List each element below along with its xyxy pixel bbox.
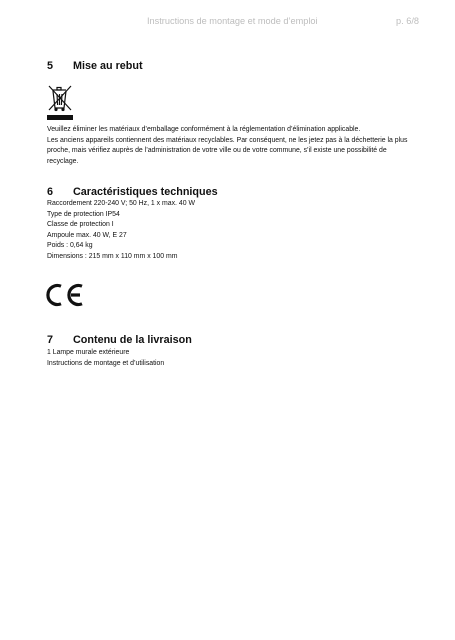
section-title: Contenu de la livraison xyxy=(73,334,192,346)
contents-line: Instructions de montage et d’utilisation xyxy=(47,359,165,367)
section-title: Mise au rebut xyxy=(73,60,143,72)
contents-list xyxy=(47,348,164,369)
spec-line: Dimensions : 215 mm x 110 mm x 100 mm xyxy=(47,252,178,260)
spec-line: Classe de protection I xyxy=(47,221,114,229)
section-title: Caractéristiques techniques xyxy=(73,186,218,198)
section-number: 6 xyxy=(47,186,54,198)
disposal-paragraph: Veuillez éliminer les matériaux d’emballage conformément à la réglementation d’élimination applicable. xyxy=(47,126,361,133)
contents-line: 1 Lampe murale extérieure xyxy=(47,349,130,356)
disposal-text xyxy=(47,125,419,167)
ce-mark-icon xyxy=(44,283,88,307)
section-number: 5 xyxy=(47,60,54,72)
section-6-heading xyxy=(47,186,218,198)
spec-line: Raccordement 220-240 V; 50 Hz, 1 x max. 40 W xyxy=(47,200,195,207)
spec-line: Type de protection IP54 xyxy=(47,210,120,218)
spec-line: Poids : 0,64 kg xyxy=(47,242,93,250)
disposal-paragraph: Les anciens appareils contiennent des matériaux recyclables. Par conséquent, ne les jetez pas à la déchetterie la plus proche, mais vérifiez auprès de l’administration de votre ville ou de votre commune, s’il existe une possibilité de recyclage. xyxy=(47,136,408,165)
weee-crossed-bin-icon xyxy=(46,84,74,122)
section-7-heading xyxy=(47,334,192,346)
header-title: Instructions de montage et mode d’emploi xyxy=(147,16,318,26)
page-number: p. 6/8 xyxy=(396,16,419,26)
section-number: 7 xyxy=(47,334,54,346)
spec-line: Ampoule max. 40 W, E 27 xyxy=(47,231,127,239)
section-5-heading xyxy=(47,60,143,72)
specs-list xyxy=(47,199,195,263)
